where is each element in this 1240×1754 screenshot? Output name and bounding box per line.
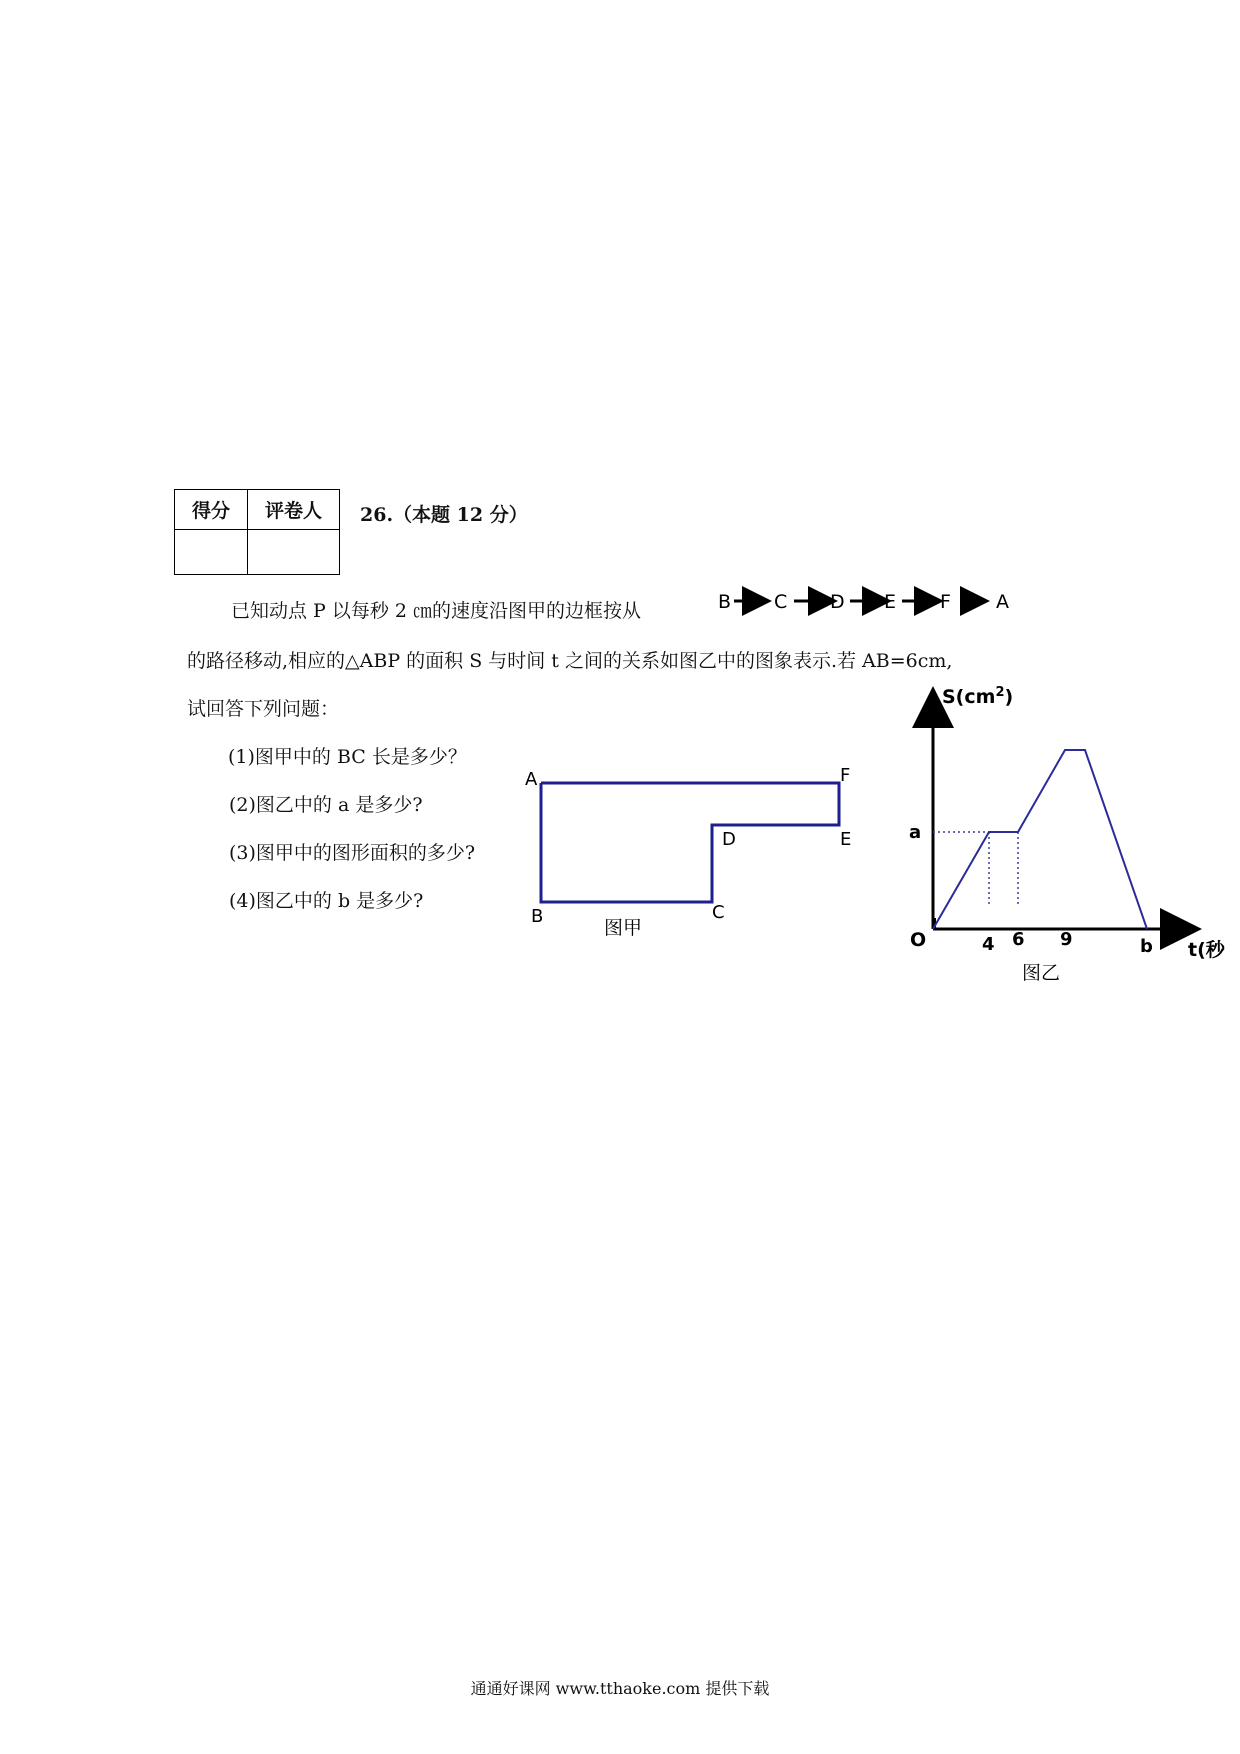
sub-question-2: (2)图乙中的 a 是多少? <box>229 794 423 816</box>
path-point-a: A <box>996 591 1009 613</box>
sub-question-4: (4)图乙中的 b 是多少? <box>229 890 424 912</box>
score-cell[interactable] <box>175 530 248 575</box>
x-tick-b: b <box>1140 936 1153 957</box>
sub-question-3: (3)图甲中的图形面积的多少? <box>229 842 476 864</box>
score-header: 得分 <box>175 490 248 530</box>
path-point-e: E <box>884 591 897 613</box>
stem-line-2: 的路径移动,相应的△ABP 的面积 S 与时间 t 之间的关系如图乙中的图象表示.若 AB=6cm, <box>187 650 953 672</box>
footer-text: 通通好课网 www.tthaoke.com 提供下载 <box>470 1679 770 1698</box>
path-sequence <box>714 586 1024 616</box>
x-axis-label: t(秒 <box>1188 939 1225 961</box>
question-title: 26.（本题 12 分） <box>360 504 528 526</box>
grader-header: 评卷人 <box>248 490 340 530</box>
path-point-d: D <box>830 591 845 613</box>
path-point-f: F <box>940 591 951 613</box>
stem-line-3: 试回答下列问题： <box>187 698 340 720</box>
score-table <box>174 489 340 575</box>
figure-jia-caption: 图甲 <box>604 917 643 939</box>
vertex-d: D <box>722 829 736 850</box>
figure-jia-outline <box>541 783 839 902</box>
x-tick-6: 6 <box>1012 929 1025 950</box>
vertex-b: B <box>531 906 544 927</box>
x-tick-4: 4 <box>982 934 995 955</box>
y-tick-a: a <box>909 822 922 843</box>
path-point-b: B <box>718 591 732 613</box>
s-t-graph-line <box>933 750 1147 929</box>
origin-label: O <box>910 929 927 951</box>
x-tick-9: 9 <box>1060 929 1073 950</box>
path-point-c: C <box>774 591 788 613</box>
grader-cell[interactable] <box>248 530 340 575</box>
stem-line-1: 已知动点 P 以每秒 2 ㎝的速度沿图甲的边框按从 <box>231 600 642 622</box>
figure-jia <box>510 756 870 956</box>
figure-yi <box>900 680 1240 1000</box>
figure-yi-caption: 图乙 <box>1022 962 1061 984</box>
sub-question-1: (1)图甲中的 BC 长是多少？ <box>228 746 467 768</box>
vertex-a: A <box>525 769 538 790</box>
y-axis-label: $S(cm^2)$ <box>942 684 1014 708</box>
vertex-e: E <box>840 829 852 850</box>
vertex-c: C <box>712 902 725 923</box>
vertex-f: F <box>840 765 851 786</box>
